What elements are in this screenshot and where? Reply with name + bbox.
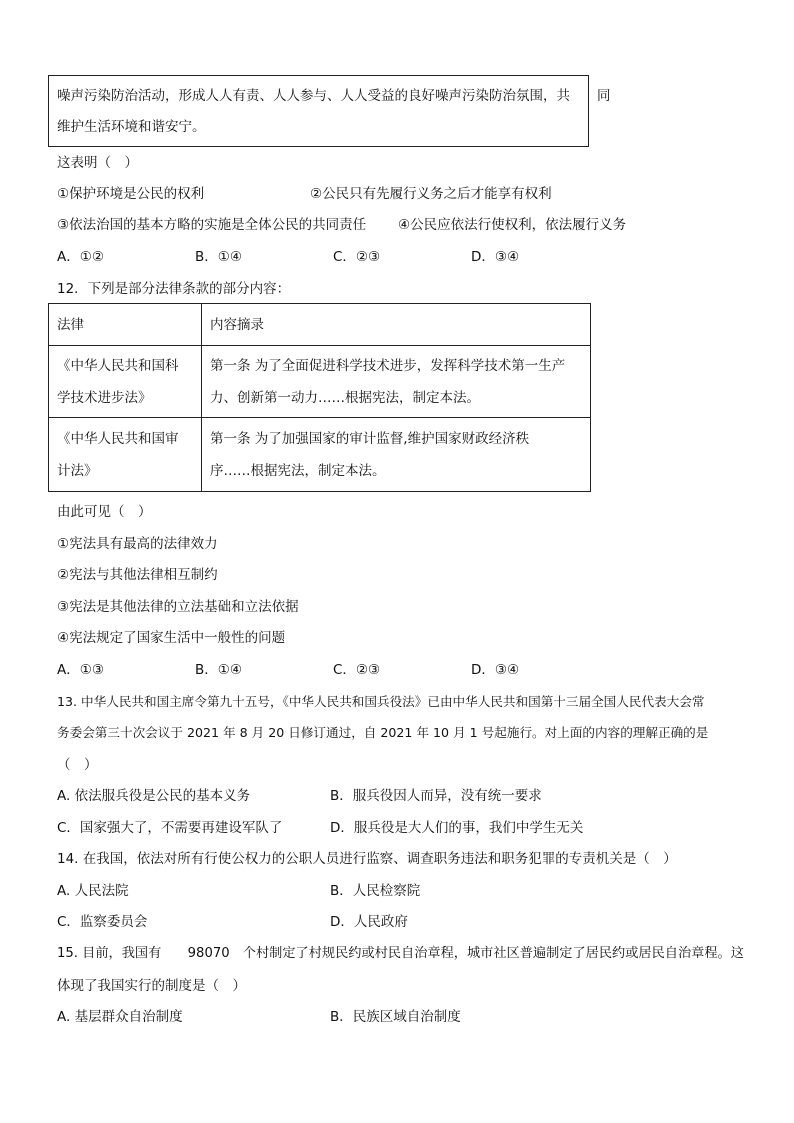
- q11-statement-3: ③依法治国的基本方略的实施是全体公民的共同责任: [57, 217, 367, 233]
- q14-option-c[interactable]: C．监察委员会: [57, 914, 148, 930]
- q13-option-b[interactable]: B．服兵役因人而异，没有统一要求: [330, 788, 542, 804]
- table-cell-law: [49, 346, 202, 418]
- q11-option-d[interactable]: D．③④: [471, 249, 520, 265]
- q13-line-1: 13. 中华人民共和国主席令第九十五号，《中华人民共和国兵役法》已由中华人民共和国第十三届全国人民代表大会常: [57, 694, 705, 709]
- q12-option-b[interactable]: B．①④: [195, 662, 242, 678]
- table-row: [49, 346, 591, 418]
- q14-line-1: 14. 在我国，依法对所有行使公权力的公职人员进行监察、调查职务违法和职务犯罪的专责机关是（ ）: [57, 851, 677, 867]
- content-line: 力、创新第一动力……根据宪法，制定本法。: [210, 389, 480, 406]
- q15-line-1: 15. 目前，我国有 98070 个村制定了村规民约或村民自治章程，城市社区普遍制定了居民约或居民自治章程。这: [57, 946, 744, 961]
- content-line: 第一条 为了全面促进科学技术进步，发挥科学技术第一生产: [210, 357, 566, 374]
- table-cell-content: [202, 418, 591, 492]
- table-cell-content: [202, 346, 591, 418]
- q14-option-a[interactable]: A. 人民法院: [57, 883, 129, 899]
- q15-line-2: 体现了我国实行的制度是（ ）: [57, 978, 246, 994]
- law-name-line: 《中华人民共和国科: [57, 357, 179, 374]
- q11-statement-1: ①保护环境是公民的权利: [57, 186, 205, 202]
- q12-option-d[interactable]: D．③④: [471, 662, 520, 678]
- q12-stem: 12．下列是部分法律条款的部分内容：: [57, 281, 291, 297]
- table-header-content: 内容摘录: [202, 304, 591, 346]
- q11-prompt: 这表明（ ）: [57, 155, 138, 171]
- q15-option-a[interactable]: A. 基层群众自治制度: [57, 1009, 183, 1025]
- law-name-line: 计法》: [57, 462, 98, 479]
- q12-prompt: 由此可见（ ）: [57, 504, 152, 520]
- content-line: 第一条 为了加强国家的审计监督,维护国家财政经济秩: [210, 430, 530, 447]
- q13-line-3: （ ）: [57, 757, 98, 773]
- q12-statement-1: ①宪法具有最高的法律效力: [57, 536, 218, 552]
- q12-option-a[interactable]: A．①③: [57, 662, 104, 678]
- q11-option-b[interactable]: B．①④: [195, 249, 242, 265]
- q11-option-c[interactable]: C．②③: [333, 249, 381, 265]
- q11-option-a[interactable]: A．①②: [57, 249, 104, 265]
- law-name-line: 《中华人民共和国审: [57, 430, 179, 447]
- q12-statement-4: ④宪法规定了国家生活中一般性的问题: [57, 630, 286, 646]
- q14-option-b[interactable]: B．人民检察院: [330, 883, 421, 899]
- table-cell-law: [49, 418, 202, 492]
- q15-option-b[interactable]: B．民族区域自治制度: [330, 1009, 461, 1025]
- q13-option-a[interactable]: A. 依法服兵役是公民的基本义务: [57, 788, 251, 804]
- q11-statement-4: ④公民应依法行使权利，依法履行义务: [398, 217, 627, 233]
- table-header-row: [49, 304, 591, 346]
- q12-statement-2: ②宪法与其他法律相互制约: [57, 567, 218, 583]
- quote-line-1: 噪声污染防治活动，形成人人有责、人人参与、人人受益的良好噪声污染防治氛围，共 同: [57, 88, 611, 104]
- table-row: [49, 418, 591, 492]
- law-name-line: 学技术进步法》: [57, 389, 152, 406]
- q13-option-c[interactable]: C．国家强大了，不需要再建设军队了: [57, 820, 283, 836]
- law-table: [48, 303, 591, 492]
- q13-option-d[interactable]: D．服兵役是大人们的事，我们中学生无关: [330, 820, 584, 836]
- q11-statement-2: ②公民只有先履行义务之后才能享有权利: [310, 186, 552, 202]
- q14-option-d[interactable]: D．人民政府: [330, 914, 408, 930]
- quote-line-2: 维护生活环境和谐安宁。: [57, 119, 206, 135]
- q12-option-c[interactable]: C．②③: [333, 662, 381, 678]
- q12-statement-3: ③宪法是其他法律的立法基础和立法依据: [57, 599, 299, 615]
- q13-line-2: 务委会第三十次会议于 2021 年 8 月 20 日修订通过，自 2021 年 10 月 1 号起施行。对上面的内容的理解正确的是: [57, 725, 709, 740]
- content-line: 序……根据宪法，制定本法。: [210, 462, 386, 479]
- table-header-law: 法律: [49, 304, 202, 346]
